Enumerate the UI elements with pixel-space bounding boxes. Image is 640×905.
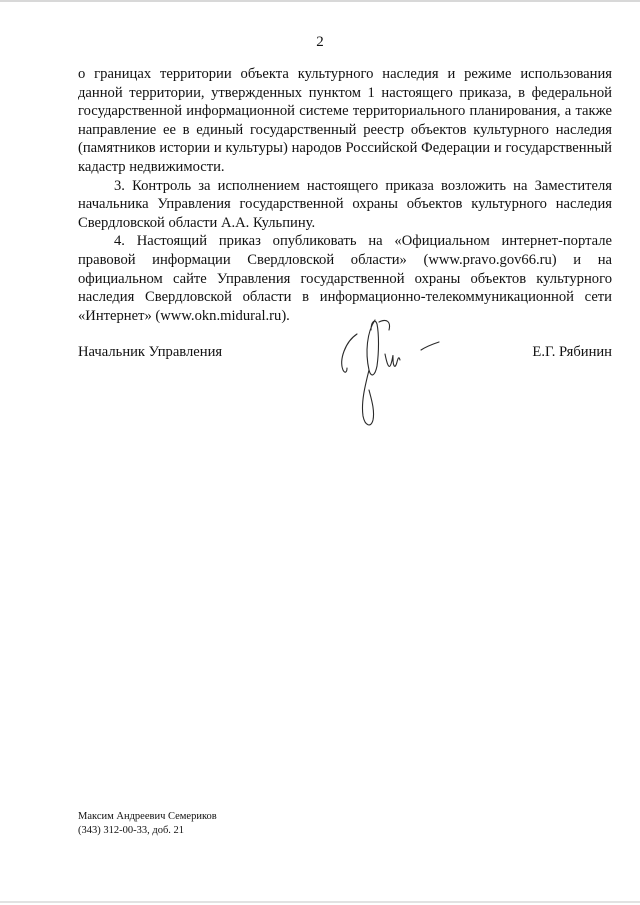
executor-phone: (343) 312-00-33, доб. 21: [78, 824, 185, 836]
signatory-name: Е.Г. Рябинин: [532, 344, 612, 360]
bottom-edge-rule: [0, 901, 640, 903]
paragraph-3: 3. Контроль за исполнением настоящего приказа возложить на Заместителя начальника Управления государственной охраны объектов культурного наследия Свердловской области А.А. Кульпину.: [78, 177, 612, 231]
signatory-position: Начальник Управления: [78, 344, 223, 360]
page-number: 2: [316, 34, 324, 50]
paragraph-continuation: о границах территории объекта культурного наследия и режиме использования данной территории, утвержденных пунктом 1 настоящего приказа, в федеральной государственной информационной системе территориального планирования, а также направление ее в единый государственный реестр объектов культурного наследия (памятников истории и культуры) народов Российской Федерации и государственный кадастр недвижимости.: [78, 66, 612, 175]
top-edge-rule: [0, 0, 640, 2]
executor-footer: [78, 810, 217, 837]
paragraph-4: 4. Настоящий приказ опубликовать на «Официальном интернет-портале правовой информации Свердловской области» (www.pravo.gov66.ru) и на официальном сайте Управления государственной охраны объектов культурного наследия Свердловской области в информационно-телекоммуникационной сети «Интернет» (www.okn.midural.ru).: [78, 233, 612, 324]
executor-name: Максим Андреевич Семериков: [78, 811, 217, 822]
handwritten-signature: [335, 312, 445, 432]
document-body: [78, 65, 612, 325]
